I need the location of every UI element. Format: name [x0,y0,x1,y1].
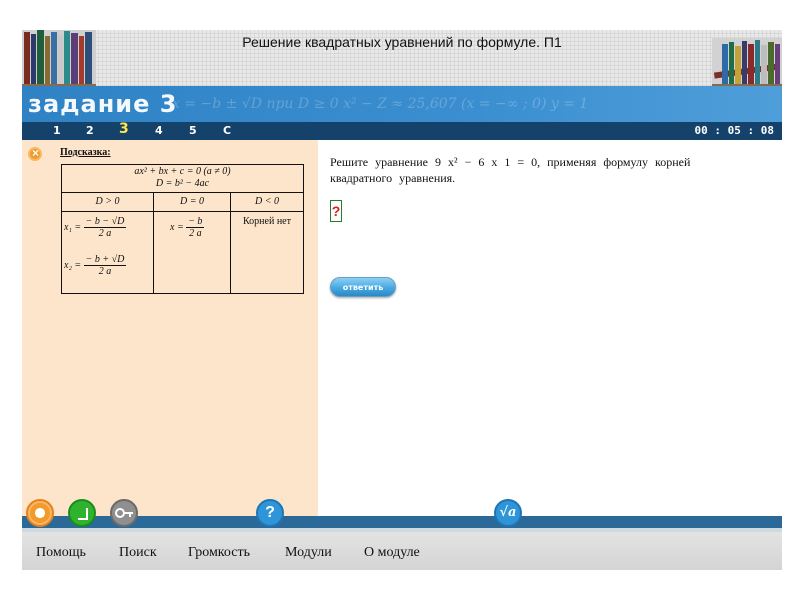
menu-modules[interactable]: Модули [285,545,332,560]
single-root-fraction [186,216,204,239]
x1-fraction [84,216,127,239]
hint-title: Подсказка: [60,147,111,158]
single-root-denominator: 2 a [189,228,202,239]
task-navigation [22,122,782,140]
x2-fraction [84,254,127,277]
window-title: Решение квадратных уравнений по формуле. П1 [242,34,562,50]
menu-about-module[interactable]: О модуле [364,545,420,560]
task-tab-c[interactable]: С [223,124,232,137]
application-window [22,30,782,570]
question-line-2: квадратного уравнения. [330,171,456,185]
header-decorative-formulas: x = −b ± √D при D ≥ 0 x² − Z ≈ 25,607 (x = −∞ ; 0) y = 1 [172,96,589,112]
lifebuoy-icon[interactable] [26,499,54,527]
menu-help[interactable]: Помощь [36,545,86,560]
column-d-positive: D > 0 [62,193,153,212]
two-roots-cell [62,212,153,294]
x1-formula [64,216,126,239]
title-bar [22,30,782,87]
column-d-negative: D < 0 [231,193,303,212]
x1-numerator: − b − √D [85,216,125,227]
bottom-menu [22,532,782,570]
key-icon[interactable] [110,499,138,527]
no-roots-text: Корней нет [243,216,291,227]
column-d-zero: D = 0 [154,193,230,212]
task-tab-5[interactable]: 5 [189,124,197,137]
formula-table [61,164,304,294]
help-icon[interactable]: ? [256,499,284,527]
quadratic-equation: ax² + bx + c = 0 (a ≠ 0) [134,166,231,177]
task-heading: задание 3 [28,90,178,118]
no-roots-cell [231,212,303,294]
bookshelf-right-image [712,38,782,86]
x2-formula [64,254,126,277]
task-header [22,86,782,122]
hint-panel [22,140,318,516]
question-line-1: Решите уравнение 9 x² − 6 x 1 = 0, применяя формулу корней [330,155,691,169]
one-root-cell [154,212,230,294]
task-tab-1[interactable]: 1 [53,124,61,137]
single-root-formula [170,216,204,239]
x2-numerator: − b + √D [85,254,125,265]
discriminant-formula: D = b² − 4ac [155,178,210,189]
task-tab-2[interactable]: 2 [86,124,94,137]
menu-search[interactable]: Поиск [119,545,157,560]
sqrt-icon[interactable]: √a [494,499,522,527]
timer: 00 : 05 : 08 [694,124,774,137]
key-glyph [112,501,136,525]
x1-label: x₁ = [64,221,82,233]
x2-label: x₂ = [64,259,82,271]
single-root-numerator: − b [188,216,203,227]
task-tab-4[interactable]: 4 [155,124,163,137]
exit-icon[interactable] [68,499,96,527]
x2-denominator: 2 a [98,266,112,277]
x1-denominator: 2 a [98,228,112,239]
task-tab-3[interactable]: 3 [119,121,129,137]
hint-close-icon[interactable] [28,147,42,161]
question-panel [318,140,782,516]
formula-table-header [62,165,303,193]
single-root-label: x = [170,221,184,233]
answer-button[interactable]: ответить [330,277,396,297]
question-text [330,154,770,186]
answer-input[interactable]: ? [330,200,342,222]
menu-volume[interactable]: Громкость [188,545,250,560]
